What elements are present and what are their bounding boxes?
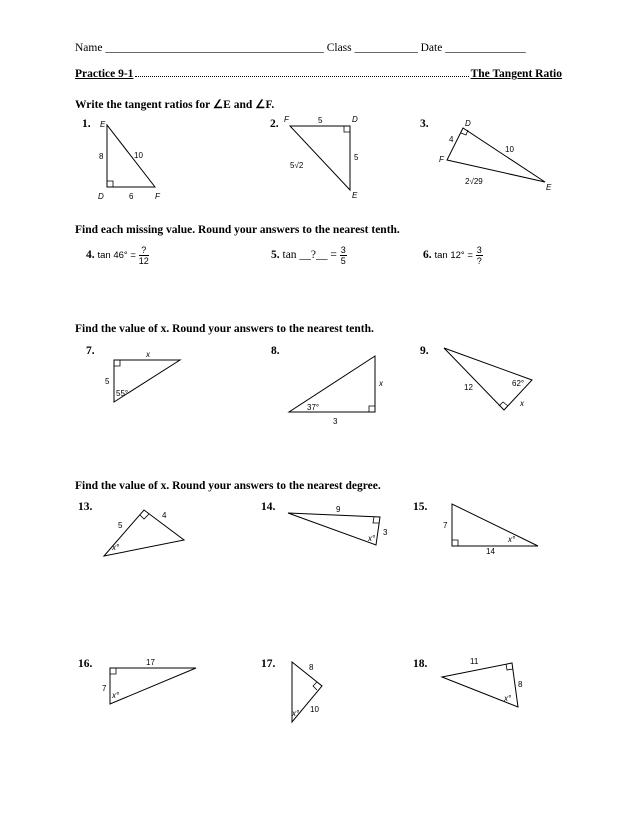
angle-label: 55° — [116, 389, 129, 398]
triangle-figure-18 — [438, 653, 538, 713]
triangle-figure-7 — [100, 350, 190, 410]
problem-number-18: 18. — [413, 658, 428, 670]
problem-number-9: 9. — [420, 345, 429, 357]
triangle-figure-2 — [282, 112, 372, 202]
side-label-b: 4 — [162, 511, 167, 520]
fraction-5-numerator: 3 — [340, 245, 346, 255]
side-label-b: 10 — [310, 705, 319, 714]
triangle-figure-15 — [440, 500, 545, 555]
angle-label: x° — [112, 691, 120, 700]
fraction-4-denominator: 12 — [138, 256, 149, 266]
side-label-a: 17 — [146, 658, 155, 667]
name-class-date-line: Name ______________________________________ Class ___________ Date ______________ — [75, 42, 526, 54]
side-label-b: 10 — [134, 151, 143, 160]
side-label-x: x — [520, 399, 524, 408]
problem-number-14: 14. — [261, 501, 276, 513]
equation-5 — [271, 245, 347, 266]
side-label-a: 11 — [470, 657, 479, 666]
angle-label: x° — [368, 534, 376, 543]
instruction-1: Write the tangent ratios for ∠E and ∠F. — [75, 99, 275, 111]
fraction-4 — [139, 245, 149, 266]
angle-label: x° — [504, 694, 512, 703]
equation-6 — [423, 245, 483, 266]
triangle-figure-16 — [100, 658, 200, 708]
equation-6-lead: tan 12° = — [434, 250, 473, 262]
topic-title: The Tangent Ratio — [470, 68, 562, 80]
fraction-6 — [476, 245, 483, 266]
instruction-3 — [75, 323, 374, 335]
side-label-b: 10 — [505, 145, 514, 154]
vertex-label-D: D — [352, 115, 358, 124]
vertex-label-F: F — [284, 115, 289, 124]
side-label-s: 3 — [333, 417, 338, 426]
triangle-figure-8 — [283, 352, 393, 432]
problem-number-17: 17. — [261, 658, 276, 670]
side-label-c: 5√2 — [290, 161, 304, 170]
side-label-s: 5 — [105, 377, 110, 386]
equation-4-lead: tan 46° = — [97, 250, 136, 262]
vertex-label-E: E — [546, 183, 552, 192]
problem-number-13: 13. — [78, 501, 93, 513]
side-label-x: x — [379, 379, 383, 388]
equation-5-lead: tan __?__ = — [282, 249, 337, 262]
side-label-b: 7 — [102, 684, 107, 693]
vertex-label-F: F — [155, 192, 160, 201]
side-label-a: 8 — [309, 663, 314, 672]
triangle-figure-1 — [95, 115, 175, 205]
angle-label: x° — [508, 535, 516, 544]
problem-number-7: 7. — [86, 345, 95, 357]
triangle-figure-13 — [98, 502, 193, 562]
triangle-figure-3 — [435, 112, 565, 192]
angle-label: 62° — [512, 379, 525, 388]
problem-number-6: 6. — [423, 249, 432, 262]
vertex-label-F: F — [439, 155, 444, 164]
problem-number-16: 16. — [78, 658, 93, 670]
problem-number-8: 8. — [271, 345, 280, 357]
problem-number-1: 1. — [82, 118, 91, 130]
fraction-5 — [340, 245, 347, 266]
triangle-figure-14 — [284, 505, 394, 550]
side-label-a: 9 — [336, 505, 341, 514]
fraction-6-numerator: 3 — [476, 245, 482, 255]
fraction-5-denominator: 5 — [340, 256, 346, 266]
vertex-label-E: E — [352, 191, 358, 200]
side-label-b: 8 — [518, 680, 523, 689]
problem-number-4: 4. — [86, 249, 95, 262]
angle-label: x° — [292, 709, 300, 718]
triangle-figure-17 — [282, 658, 332, 728]
fraction-4-numerator: ? — [139, 245, 149, 256]
side-label-a: 5 — [118, 521, 123, 530]
side-label-a: 8 — [99, 152, 104, 161]
side-label-c: 2√29 — [465, 177, 483, 186]
instruction-2: Find each missing value. Round your answers to the nearest tenth. — [75, 224, 400, 236]
side-label-b: 5 — [354, 153, 359, 162]
vertex-label-E: E — [100, 120, 106, 129]
side-label-c: 6 — [129, 192, 134, 201]
title-row — [75, 68, 562, 80]
equation-4 — [86, 245, 149, 266]
problem-number-2: 2. — [270, 118, 279, 130]
practice-title: Practice 9-1 — [75, 68, 134, 80]
problem-number-3: 3. — [420, 118, 429, 130]
instruction-4: Find the value of x. Round your answers to the nearest degree. — [75, 480, 381, 492]
side-label-a: 7 — [443, 521, 448, 530]
problem-number-15: 15. — [413, 501, 428, 513]
fraction-6-denominator: ? — [476, 256, 482, 266]
side-label-a: 4 — [449, 135, 454, 144]
side-label-a: 5 — [318, 116, 323, 125]
angle-label: x° — [112, 543, 120, 552]
dotted-leader — [135, 76, 468, 77]
side-label-b: 14 — [486, 547, 495, 555]
instruction-3-text: Find the value of x. Round your answers to the nearest tenth. — [75, 323, 374, 335]
vertex-label-D: D — [98, 192, 104, 201]
side-label-b: 3 — [383, 528, 388, 537]
side-label-s: 12 — [464, 383, 473, 392]
problem-number-5: 5. — [271, 249, 280, 262]
angle-label: 37° — [307, 403, 320, 412]
triangle-figure-9 — [438, 344, 538, 419]
vertex-label-D: D — [465, 119, 471, 128]
side-label-x: x — [146, 350, 150, 359]
